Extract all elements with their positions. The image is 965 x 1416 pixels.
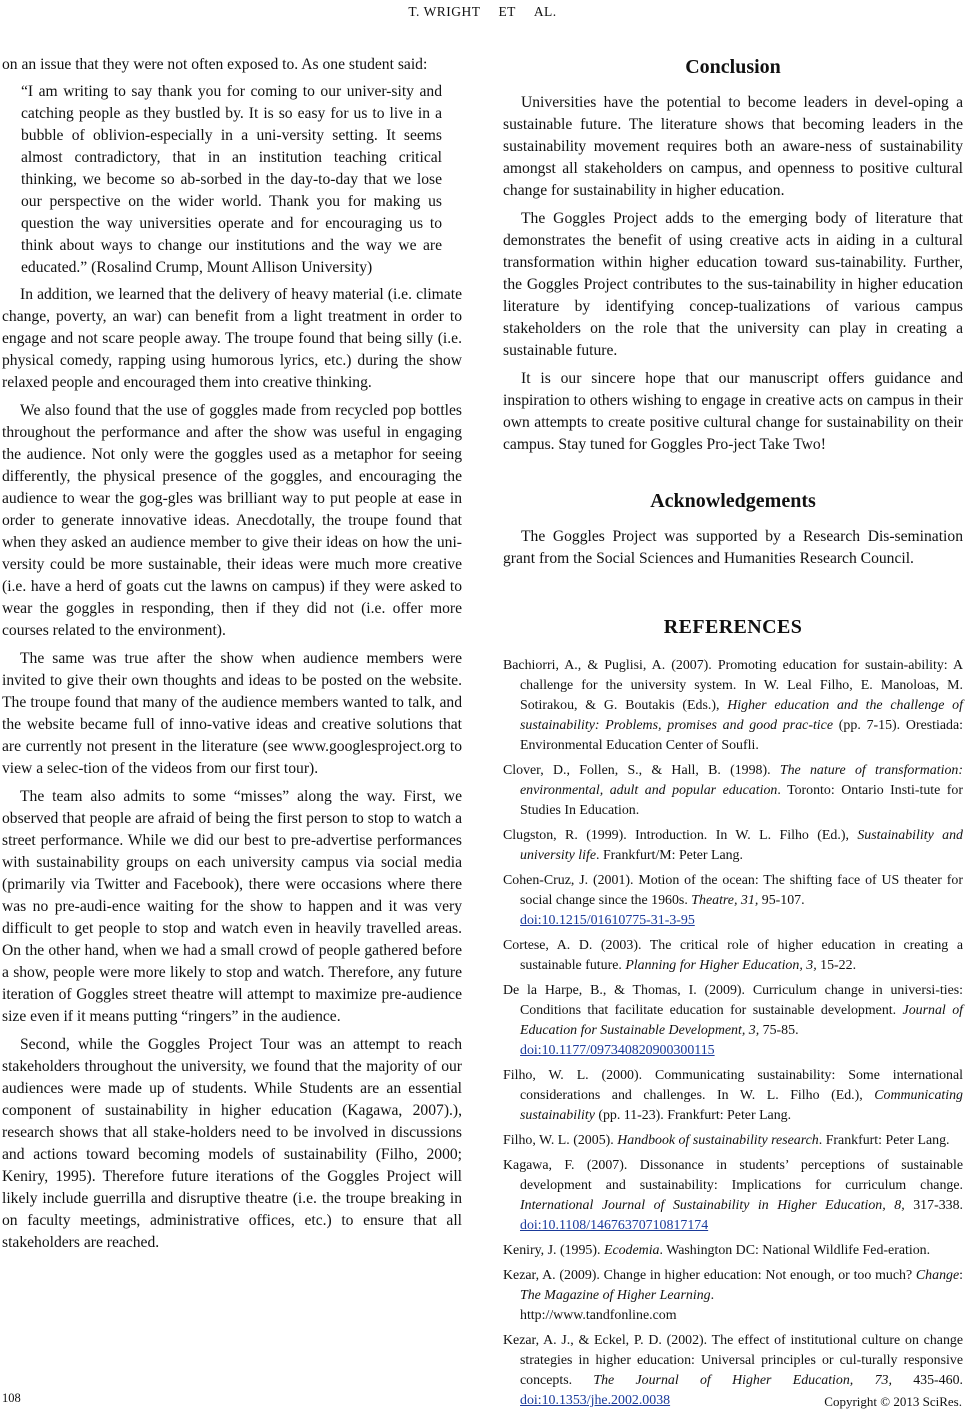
reference-text: Cortese, A. D. (2003). The critical role of higher education in creating a sustainable future.: [503, 938, 963, 973]
reference-title: Communicating sustainability: [520, 1088, 963, 1123]
reference-title: Handbook of sustainability research: [617, 1133, 819, 1148]
reference-item: [503, 1066, 963, 1126]
reference-text: .: [710, 1288, 715, 1303]
conclusion-heading: Conclusion: [685, 56, 781, 78]
running-head-author: T. WRIGHT: [408, 4, 481, 19]
reference-title: The nature of transformation: environmental, adult and popular education: [520, 763, 963, 798]
reference-title: The Journal of Higher Education, 73,: [593, 1373, 892, 1388]
reference-text: . Washington DC: National Wildlife Fed-eration.: [659, 1243, 931, 1258]
doi-link[interactable]: doi:10.1353/jhe.2002.0038: [520, 1393, 671, 1408]
reference-text: . Frankfurt/M: Peter Lang.: [596, 848, 743, 863]
reference-item: [503, 936, 963, 976]
reference-item: [503, 761, 963, 821]
reference-text: 435-460.: [891, 1373, 963, 1388]
reference-item: [503, 656, 963, 756]
reference-text: De la Harpe, B., & Thomas, I. (2009). Curriculum change in universi-ties: Conditions that facilitate education for sustainable development.: [503, 983, 963, 1018]
reference-text: 95-107.: [758, 893, 805, 908]
reference-text: . Toronto: Ontario Insti-tute for Studies In Education.: [520, 783, 963, 818]
running-head-al: AL.: [533, 4, 557, 19]
reference-text: Filho, W. L. (2005).: [503, 1133, 618, 1148]
reference-url: http://www.tandfonline.com: [520, 1308, 677, 1323]
paragraph-misses: The team also admits to some “misses” along the way. First, we observed that people are afraid of being the first person to stop to watch a street performance. While we did our best to pre-advertise performances with sustainability groups on each university campus via social media (primarily via Twitter and Facebook), there were occasions where there was no pre-audi-ence waiting for the show to happen and it was very difficult to get people to stop and watch even in heavily travelled areas. On the other hand, when we had a small crowd of people gathered before a show, people were more likely to stop and watch. Therefore, any future iteration of Goggles street theatre will attempt to maximize pre-audience size even if it means putting “ringers” in the audience.: [2, 788, 462, 1025]
reference-text: 75-85.: [759, 1023, 799, 1038]
reference-item: [503, 1156, 963, 1236]
reference-item: [503, 826, 963, 866]
reference-text: Bachiorri, A., & Puglisi, A. (2007). Promoting education for sustain-ability: A challenge for the university system. In W. Leal Filho, E. Manoloas, M. Sotirakou, & G. Boutakis (Eds.),: [503, 658, 963, 713]
reference-title: Theatre, 31,: [691, 893, 759, 908]
left-column: [2, 54, 462, 1254]
conclusion-paragraph-2: The Goggles Project adds to the emerging body of literature that demonstrates the benefit of using creative acts in aiding in a cultural transformation within higher education toward sus-tainability. Further, the Goggles Project contributes to the sus-tainability in higher education literature by identifying concep-tualizations of various campus stakeholders on the role that the university can play in creating a sustainable future.: [503, 210, 963, 359]
copyright-notice: Copyright © 2013 SciRes.: [824, 1394, 962, 1409]
doi-link[interactable]: doi:10.1215/01610775-31-3-95: [520, 913, 695, 928]
reference-text: Clugston, R. (1999). Introduction. In W. L. Filho (Ed.),: [503, 828, 858, 843]
reference-title: Journal of Education for Sustainable Development, 3,: [520, 1003, 963, 1038]
doi-link[interactable]: doi:10.1177/097340820900300115: [520, 1043, 715, 1058]
reference-text: (pp. 7-15). Orestiada: Environmental Education Center of Soufli.: [520, 718, 963, 753]
reference-text: Kezar, A. (2009). Change in higher education: Not enough, or too much?: [503, 1268, 916, 1283]
right-column: [503, 54, 963, 1416]
reference-text: :: [959, 1268, 963, 1283]
paragraph-stakeholders: Second, while the Goggles Project Tour was an attempt to reach stakeholders throughout the university, we found that the majority of our audiences were made up of students. While Students are an essential component of sustainability in higher education (Kagawa, 2007).), research shows that all stake-holders need to be involved in discussions and actions toward becoming models of sustainability (Filho, 2000; Keniry, 1995). Therefore future iterations of the Goggles Project will likely include guerrilla and disruptive theatre (i.e. the troupe breaking in on faculty meetings, administrative offices, etc.) to ensure that all stakeholders are reached.: [2, 1036, 462, 1251]
intro-paragraph: on an issue that they were not often exposed to. As one student said:: [2, 56, 428, 73]
reference-text: Filho, W. L. (2000). Communicating sustainability: Some international considerations and challenges. In W. L. Filho (Ed.),: [503, 1068, 963, 1103]
reference-text: Cohen-Cruz, J. (2001). Motion of the ocean: The shifting face of US theater for social change since the 1960s.: [503, 873, 963, 908]
running-head: [0, 4, 965, 20]
acknowledgements-paragraph: The Goggles Project was supported by a Research Dis-semination grant from the Social Sciences and Humanities Research Council.: [503, 528, 963, 567]
acknowledgements-heading: Acknowledgements: [650, 490, 816, 512]
paragraph-website: The same was true after the show when audience members were invited to give their own thoughts and ideas to be posted on the website. The troupe found that many of the audience members wanted to talk, and the website became full of inno-vative ideas and creative solutions that are currently not present in the literature (see www.googlesproject.org to view a selec-tion of the videos from our first tour).: [2, 650, 462, 777]
reference-text: Kagawa, F. (2007). Dissonance in students’ perceptions of sustainable development and sustainability: Implications for curriculum change.: [503, 1158, 963, 1193]
page-number: 108: [2, 1391, 21, 1405]
reference-text: 15-22.: [816, 958, 857, 973]
reference-title: Change: [915, 1268, 960, 1283]
paragraph-goggles: We also found that the use of goggles made from recycled pop bottles throughout the performance and after the show was useful in engaging the audience. Not only were the goggles used as a metaphor for seeing differently, the physical presence of the goggles, and encouraging the audience to wear the gog-gles was brilliant way to put people at ease in order to generate innovative ideas. Anecdotally, the troupe found that when they asked an audience member to give their ideas on how the uni-versity could be more sustainable, their ideas were much more creative (i.e. have a herd of goats cut the lawns on campus) if they were asked to wear the goggles in responding, then if they did not (i.e. offer more courses related to the environment).: [2, 402, 462, 639]
reference-text: Keniry, J. (1995).: [503, 1243, 604, 1258]
reference-item: [503, 871, 963, 931]
reference-text: 317-338.: [904, 1198, 964, 1213]
reference-text: (pp. 11-23). Frankfurt: Peter Lang.: [594, 1108, 792, 1123]
doi-link[interactable]: doi:10.1108/14676370710817174: [520, 1218, 709, 1233]
conclusion-paragraph-3: It is our sincere hope that our manuscript offers guidance and inspiration to others wishing to engage in creative acts on campus in their own attempts to create positive cultural change for sustainability on their campus. Stay tuned for Goggles Pro-ject Take Two!: [503, 370, 963, 453]
reference-item: [503, 981, 963, 1061]
paragraph-light-treatment: In addition, we learned that the delivery of heavy material (i.e. climate change, poverty, an war) can benefit from a light treatment in order to engage and not scare people away. The troupe found that being silly (i.e. physical comedy, rapping using humorous lyrics, etc.) during the show relaxed people and encouraged them into creative thinking.: [2, 286, 462, 391]
reference-text: Clover, D., Follen, S., & Hall, B. (1998).: [503, 763, 780, 778]
reference-title: Sustainability and university life: [520, 828, 963, 863]
reference-item: [503, 1241, 963, 1261]
reference-title: International Journal of Sustainability in Higher Education, 8,: [520, 1198, 905, 1213]
reference-item: [503, 1266, 963, 1326]
running-head-et: ET: [498, 4, 516, 19]
student-quote: “I am writing to say thank you for coming to our univer-sity and catching people as they bustled by. It is so easy for us to live in a bubble of oblivion-especially in a uni-versity setting. It seems almost contradictory, that in an institution teaching critical thinking, we become so ab-sorbed in the day-to-day that we lose our perspective on the wider world. Thank you for making us question the way universities operate and for encouraging us to think about ways to change our institutions and the way we are educated.” (Rosalind Crump, Mount Allison University): [21, 83, 442, 276]
reference-list: [503, 656, 963, 1411]
reference-item: [503, 1131, 963, 1151]
reference-title: The Magazine of Higher Learning: [520, 1288, 711, 1303]
reference-title: Ecodemia: [603, 1243, 660, 1258]
conclusion-paragraph-1: Universities have the potential to become leaders in devel-oping a sustainable future. The literature shows that becoming leaders in the sustainability movement requires both an aware-ness of sustainability amongst all stakeholders on campus, and openness to positive cultural change for sustainability in higher education.: [503, 94, 963, 199]
reference-text: . Frankfurt: Peter Lang.: [818, 1133, 950, 1148]
references-heading: REFERENCES: [663, 616, 803, 638]
reference-title: Planning for Higher Education, 3,: [625, 958, 817, 973]
reference-title: Higher education and the challenge of sustainability: Problems, promises and good prac-tice: [520, 698, 963, 733]
reference-text: Kezar, A. J., & Eckel, P. D. (2002). The effect of institutional culture on change strategies in higher education: Universal principles or cul-turally responsive concepts.: [503, 1333, 963, 1388]
